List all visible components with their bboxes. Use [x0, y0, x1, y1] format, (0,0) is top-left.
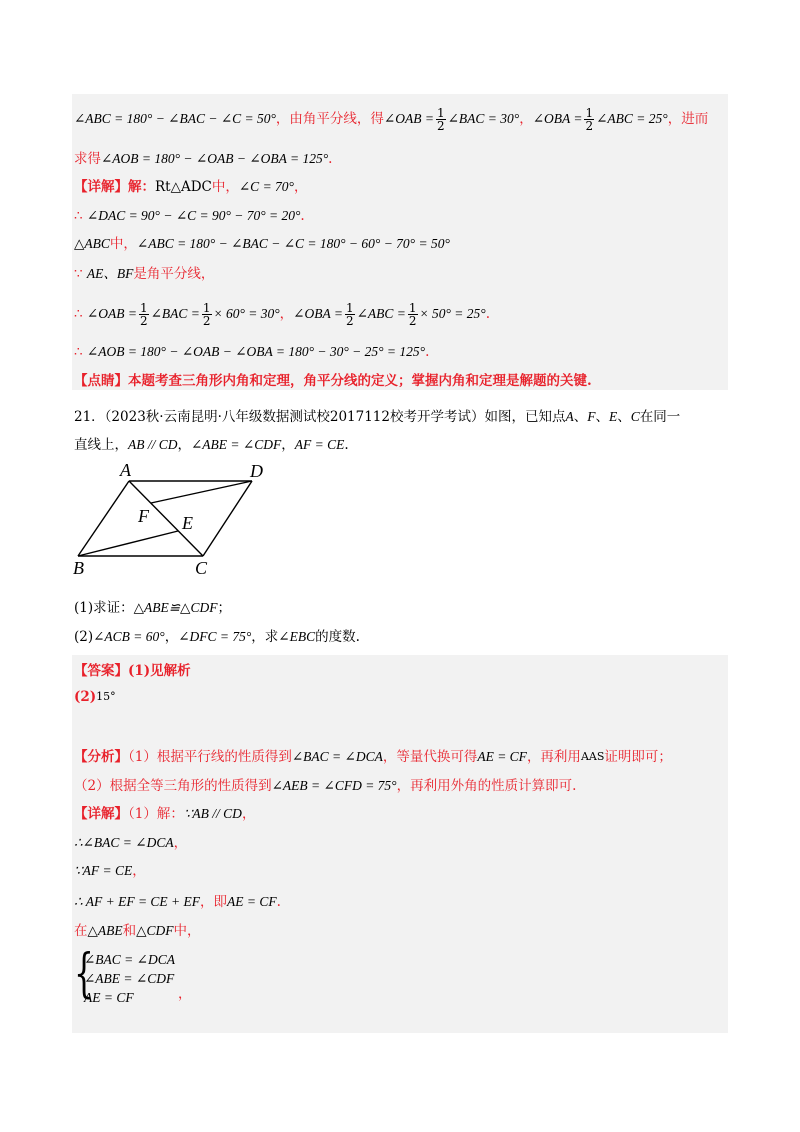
answer-2: $(2)^{15^\circ}$	[74, 689, 116, 705]
detail-1: 【详解】（1）解：∵AB // CD，	[74, 806, 256, 822]
detail-3: ∵AF = CE，	[74, 863, 146, 879]
fraction-half: $\frac{1}{2}$	[436, 106, 445, 133]
analysis-1: 【分析】（1）根据平行线的性质得到∠BAC = ∠DCA，等量代换可得AE = CF，再利用$^{AAS}$证明即可；	[74, 749, 672, 765]
parallelogram-figure	[72, 458, 272, 578]
label-D: D	[250, 461, 263, 481]
p1-line3: 【详解】解：Rt△ADC中，∠C = 70°，	[74, 179, 308, 195]
p1-line5: △ABC中，∠ABC = 180° − ∠BAC − ∠C = 180° − 60° − 70° = 50°	[74, 236, 450, 252]
p1-remark: 【点睛】本题考查三角形内角和定理，角平分线的定义；掌握内角和定理是解题的关键.	[74, 373, 592, 389]
problem-line1: 21．（2023秋·云南昆明·八年级数据测试校2017112校考开学考试）如图，已知点A、F、E、C在同一	[74, 409, 681, 425]
problem-line2: 直线上，AB // CD，∠ABE = ∠CDF，AF = CE.	[74, 437, 349, 453]
fraction-half: $\frac{1}{2}$	[585, 106, 594, 133]
p1-line2: 求得∠AOB = 180° − ∠OAB − ∠OBA = 125°.	[74, 151, 333, 167]
p1-line4: ∴ ∠DAC = 90° − ∠C = 90° − 70° = 20°.	[74, 208, 305, 224]
left-brace-icon: {	[74, 944, 94, 1004]
label-E: E	[182, 513, 193, 533]
p1-line6: ∵ AE、BF是角平分线，	[74, 266, 215, 282]
label-F: F	[138, 506, 149, 526]
p1-line1: ∠ABC = 180° − ∠BAC − ∠C = 50°，由角平分线，得∠OAB = $\frac{1}{2}$ ∠BAC = 30°，∠OBA = $\frac{1}{2}$ ∠ABC = 25°，进而	[74, 106, 709, 133]
analysis-2: （2）根据全等三角形的性质得到∠AEB = ∠CFD = 75°，再利用外角的性质计算即可.	[74, 778, 577, 794]
fraction-half: $\frac{1}{2}$	[139, 301, 148, 328]
label-B: B	[73, 558, 84, 578]
label-A: A	[120, 460, 131, 480]
detail-2: ∴∠BAC = ∠DCA，	[74, 835, 188, 851]
fraction-half: $\frac{1}{2}$	[408, 301, 417, 328]
detail-5: 在△ABE和△CDF中，	[74, 923, 201, 939]
p1-line7: ∴ ∠OAB = $\frac{1}{2}$ ∠BAC = $\frac{1}{2}$ × 60° = 30°，∠OBA = $\frac{1}{2}$ ∠ABC = $\frac{1}{2}$ × 50° = 25°.	[74, 301, 490, 328]
p1-line8: ∴ ∠AOB = 180° − ∠OAB − ∠OBA = 180° − 30° − 25° = 125°.	[74, 344, 430, 360]
segment-CD	[203, 481, 252, 556]
question-2: (2)∠ACB = 60°，∠DFC = 75°，求∠EBC的度数.	[74, 629, 360, 645]
answer-1: 【答案】(1)见解析	[74, 663, 191, 679]
label-C: C	[195, 558, 208, 578]
fraction-half: $\frac{1}{2}$	[202, 301, 211, 328]
segment-FD	[151, 481, 252, 503]
question-1: (1)求证：△ABE≌△CDF；	[74, 600, 231, 616]
fraction-half: $\frac{1}{2}$	[345, 301, 354, 328]
detail-4: ∴ AF + EF = CE + EF，即AE = CF.	[74, 894, 281, 910]
